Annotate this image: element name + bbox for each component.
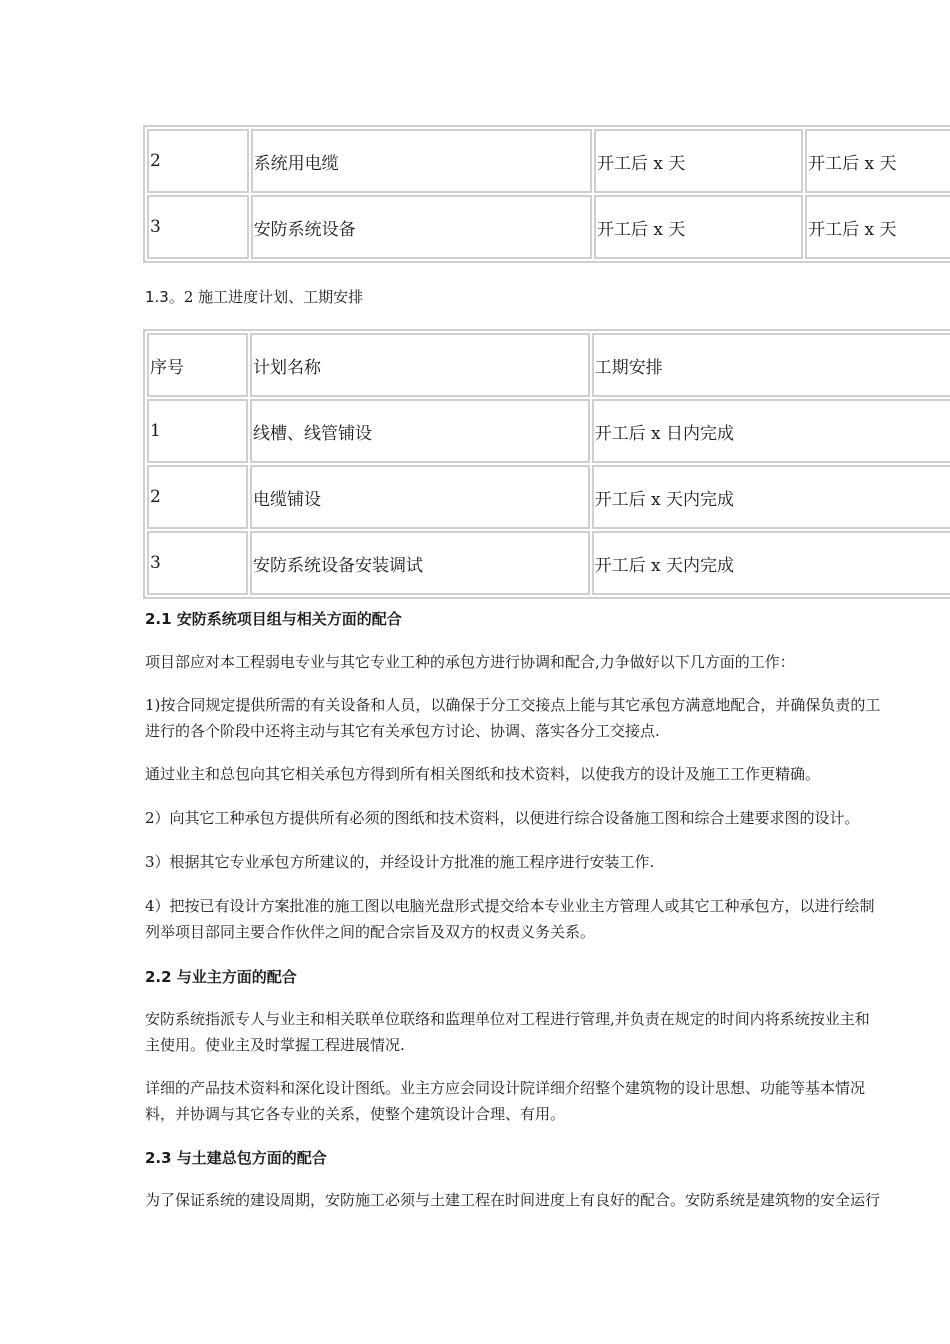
paragraph-line: 1)按合同规定提供所需的有关设备和人员，以确保于分工交接点上能与其它承包方满意地配合，并确保负责的工 — [145, 696, 881, 714]
table-cell: 电缆铺设 — [250, 465, 590, 529]
table-row — [147, 195, 950, 259]
column-header: 计划名称 — [250, 333, 590, 397]
material-schedule-table — [143, 125, 950, 263]
table-cell: 3 — [147, 531, 248, 595]
paragraph-line: 列举项目部同主要合作伙伴之间的配合宗旨及双方的权责义务关系。 — [145, 923, 596, 941]
column-header: 序号 — [147, 333, 248, 397]
table-cell: 2 — [147, 465, 248, 529]
table-row — [147, 465, 950, 529]
section-2-2-title: 2.2 与业主方面的配合 — [145, 968, 297, 986]
table-cell: 开工后 x 天 — [594, 129, 803, 193]
column-header: 工期安排 — [592, 333, 950, 397]
table-row — [147, 399, 950, 463]
section-1-3-2-heading — [145, 286, 363, 307]
table-cell: 开工后 x 天内完成 — [592, 531, 950, 595]
paragraph-line: 主使用。使业主及时掌握工程进展情况. — [145, 1036, 405, 1054]
paragraph-line: 进行的各个阶段中还将主动与其它有关承包方讨论、协调、落实各分工交接点. — [145, 722, 660, 740]
paragraph-line: 料，并协调与其它各专业的关系，使整个建筑设计合理、有用。 — [145, 1105, 566, 1123]
paragraph: 2）向其它工种承包方提供所有必须的图纸和技术资料，以便进行综合设备施工图和综合土建要求图的设计。 — [145, 809, 860, 827]
section-title: 。2 施工进度计划、工期安排 — [168, 288, 364, 306]
paragraph-line: 安防系统指派专人与业主和相关联单位联络和监理单位对工程进行管理,并负责在规定的时间内将系统按业主和 — [145, 1010, 870, 1028]
table-header-row — [147, 333, 950, 397]
paragraph: 3）根据其它专业承包方所建议的，并经设计方批准的施工程序进行安装工作. — [145, 853, 655, 871]
paragraph — [145, 1075, 950, 1127]
paragraph-line: 详细的产品技术资料和深化设计图纸。业主方应会同设计院详细介绍整个建筑物的设计思想、功能等基本情况 — [145, 1079, 866, 1097]
table-cell: 开工后 x 天内完成 — [592, 465, 950, 529]
table-cell: 开工后 x 天 — [805, 195, 950, 259]
paragraph — [145, 893, 950, 945]
schedule-plan-table — [143, 329, 950, 599]
table-cell: 安防系统设备 — [251, 195, 592, 259]
section-2-3-title: 2.3 与土建总包方面的配合 — [145, 1149, 327, 1167]
table-cell: 安防系统设备安装调试 — [250, 531, 590, 595]
table-cell: 1 — [147, 399, 248, 463]
table-cell: 开工后 x 日内完成 — [592, 399, 950, 463]
table-cell: 2 — [147, 129, 249, 193]
table-cell: 线槽、线管铺设 — [250, 399, 590, 463]
paragraph — [145, 1006, 950, 1058]
table-cell: 开工后 x 天 — [805, 129, 950, 193]
paragraph: 通过业主和总包向其它相关承包方得到所有相关图纸和技术资料，以使我方的设计及施工工作更精确。 — [145, 765, 821, 783]
paragraph: 为了保证系统的建设周期，安防施工必须与土建工程在时间进度上有良好的配合。安防系统是建筑物的安全运行 — [145, 1191, 881, 1209]
paragraph-line: 4）把按已有设计方案批准的施工图以电脑光盘形式提交给本专业业主方管理人或其它工种承包方，以进行绘制 — [145, 897, 875, 915]
paragraph: 项目部应对本工程弱电专业与其它专业工种的承包方进行协调和配合,力争做好以下几方面的工作： — [145, 653, 795, 671]
paragraph — [145, 692, 950, 744]
section-number: 1.3 — [145, 288, 169, 306]
table-row — [147, 531, 950, 595]
table-cell: 开工后 x 天 — [594, 195, 803, 259]
table-row — [147, 129, 950, 193]
table-cell: 3 — [147, 195, 249, 259]
table-cell: 系统用电缆 — [251, 129, 592, 193]
section-2-1-title: 2.1 安防系统项目组与相关方面的配合 — [145, 610, 402, 628]
